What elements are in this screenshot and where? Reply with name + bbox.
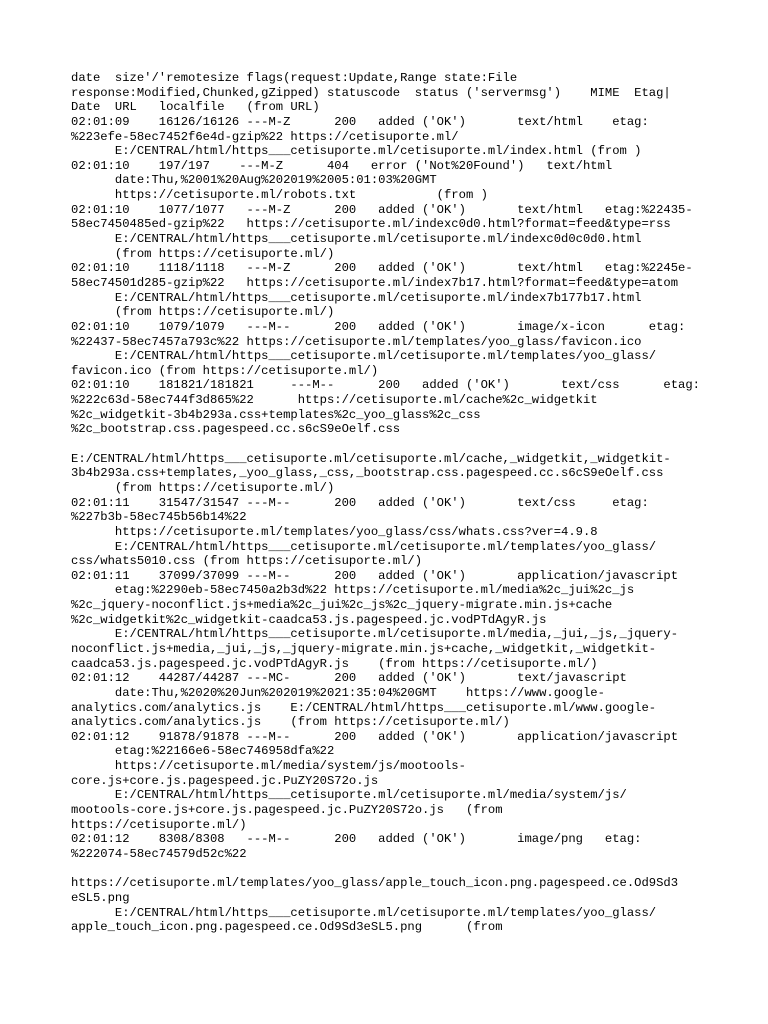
log-line: mootools-core.js+core.js.pagespeed.jc.PuZY20S72o.js (from xyxy=(71,803,503,818)
log-line: %2c_bootstrap.css.pagespeed.cc.s6cS9eOelf.css xyxy=(71,422,401,437)
log-line: analytics.com/analytics.js E:/CENTRAL/html/https___cetisuporte.ml/www.google- xyxy=(71,700,657,715)
log-line: 02:01:11 37099/37099 ---M-- 200 added ('OK') application/javascript xyxy=(71,568,679,583)
log-line: E:/CENTRAL/html/https___cetisuporte.ml/cetisuporte.ml/templates/yoo_glass/ xyxy=(71,539,657,554)
log-line: etag:%2290eb-58ec7450a2b3d%22 https://cetisuporte.ml/media%2c_jui%2c_js xyxy=(71,583,635,598)
log-line: favicon.ico (from https://cetisuporte.ml/) xyxy=(71,363,379,378)
log-line: https://cetisuporte.ml/robots.txt (from ) xyxy=(71,188,488,203)
log-line: https://cetisuporte.ml/templates/yoo_glass/css/whats.css?ver=4.9.8 xyxy=(71,524,598,539)
httrack-log-text xyxy=(71,71,721,935)
log-line: date:Thu,%2020%20Jun%202019%2021:35:04%20GMT https://www.google- xyxy=(71,685,605,700)
log-line: apple_touch_icon.png.pagespeed.ce.Od9Sd3eSL5.png (from xyxy=(71,920,503,935)
log-line: %2c_widgetkit%2c_widgetkit-caadca53.js.pagespeed.jc.vodPTdAgyR.js xyxy=(71,612,547,627)
log-line: Date URL localfile (from URL) xyxy=(71,100,320,115)
log-line: (from https://cetisuporte.ml/) xyxy=(71,305,335,320)
log-line: date size'/'remotesize flags(request:Update,Range state:File xyxy=(71,71,518,85)
log-line: %227b3b-58ec745b56b14%22 xyxy=(71,510,247,525)
log-line: 3b4b293a.css+templates,_yoo_glass,_css,_bootstrap.css.pagespeed.cc.s6cS9eOelf.css xyxy=(71,466,664,481)
log-line: https://cetisuporte.ml/) xyxy=(71,817,247,832)
log-line: %2c_jquery-noconflict.js+media%2c_jui%2c_js%2c_jquery-migrate.min.js+cache xyxy=(71,598,613,613)
log-line: %2c_widgetkit-3b4b293a.css+templates%2c_yoo_glass%2c_css xyxy=(71,407,481,422)
log-line: %223efe-58ec7452f6e4d-gzip%22 https://cetisuporte.ml/ xyxy=(71,129,459,144)
log-line: 58ec7450485ed-gzip%22 https://cetisuporte.ml/indexc0d0.html?format=feed&type=rss xyxy=(71,217,671,232)
log-line: caadca53.js.pagespeed.jc.vodPTdAgyR.js (from https://cetisuporte.ml/) xyxy=(71,656,598,671)
log-line: E:/CENTRAL/html/https___cetisuporte.ml/cetisuporte.ml/index.html (from ) xyxy=(71,144,642,159)
log-line: 02:01:10 181821/181821 ---M-- 200 added ('OK') text/css etag: xyxy=(71,378,700,393)
log-line: https://cetisuporte.ml/media/system/js/mootools- xyxy=(71,759,466,774)
log-line: analytics.com/analytics.js (from https://cetisuporte.ml/) xyxy=(71,715,510,730)
log-line: 02:01:10 1118/1118 ---M-Z 200 added ('OK') text/html etag:%2245e- xyxy=(71,261,693,276)
log-line xyxy=(71,437,721,452)
log-line: 02:01:12 8308/8308 ---M-- 200 added ('OK') image/png etag: xyxy=(71,832,642,847)
log-line: 02:01:11 31547/31547 ---M-- 200 added ('OK') text/css etag: xyxy=(71,495,649,510)
log-line: 58ec74501d285-gzip%22 https://cetisuporte.ml/index7b17.html?format=feed&type=atom xyxy=(71,275,679,290)
log-line: E:/CENTRAL/html/https___cetisuporte.ml/cetisuporte.ml/media,_jui,_js,_jquery- xyxy=(71,627,679,642)
log-line: 02:01:10 1077/1077 ---M-Z 200 added ('OK') text/html etag:%22435- xyxy=(71,202,693,217)
log-line: 02:01:12 44287/44287 ---MC- 200 added ('OK') text/javascript xyxy=(71,671,627,686)
log-line: E:/CENTRAL/html/https___cetisuporte.ml/cetisuporte.ml/indexc0d0c0d0.html xyxy=(71,232,642,247)
log-line xyxy=(71,862,721,877)
log-line: (from https://cetisuporte.ml/) xyxy=(71,480,335,495)
log-line: eSL5.png xyxy=(71,890,130,905)
log-line: E:/CENTRAL/html/https___cetisuporte.ml/cetisuporte.ml/templates/yoo_glass/ xyxy=(71,349,657,364)
log-line: 02:01:12 91878/91878 ---M-- 200 added ('OK') application/javascript xyxy=(71,729,679,744)
log-line: E:/CENTRAL/html/https___cetisuporte.ml/cetisuporte.ml/index7b177b17.html xyxy=(71,290,642,305)
log-line: noconflict.js+media,_jui,_js,_jquery-migrate.min.js+cache,_widgetkit,_widgetkit- xyxy=(71,641,657,656)
log-line: 02:01:09 16126/16126 ---M-Z 200 added ('OK') text/html etag: xyxy=(71,114,649,129)
log-line: %22437-58ec7457a793c%22 https://cetisuporte.ml/templates/yoo_glass/favicon.ico xyxy=(71,334,642,349)
log-line: (from https://cetisuporte.ml/) xyxy=(71,246,335,261)
log-line: response:Modified,Chunked,gZipped) statuscode status ('servermsg') MIME Etag| xyxy=(71,85,671,100)
log-line: css/whats5010.css (from https://cetisuporte.ml/) xyxy=(71,554,423,569)
log-line: 02:01:10 1079/1079 ---M-- 200 added ('OK') image/x-icon etag: xyxy=(71,319,686,334)
log-line: %222c63d-58ec744f3d865%22 https://cetisuporte.ml/cache%2c_widgetkit xyxy=(71,393,598,408)
log-line: E:/CENTRAL/html/https___cetisuporte.ml/cetisuporte.ml/cache,_widgetkit,_widgetkit- xyxy=(71,451,671,466)
log-line: etag:%22166e6-58ec746958dfa%22 xyxy=(71,744,335,759)
log-line: 02:01:10 197/197 ---M-Z 404 error ('Not%20Found') text/html xyxy=(71,158,613,173)
log-line: E:/CENTRAL/html/https___cetisuporte.ml/cetisuporte.ml/templates/yoo_glass/ xyxy=(71,905,657,920)
log-line: date:Thu,%2001%20Aug%202019%2005:01:03%20GMT xyxy=(71,173,437,188)
log-line: https://cetisuporte.ml/templates/yoo_glass/apple_touch_icon.png.pagespeed.ce.Od9Sd3 xyxy=(71,876,679,891)
log-line: E:/CENTRAL/html/https___cetisuporte.ml/cetisuporte.ml/media/system/js/ xyxy=(71,788,627,803)
log-line: core.js+core.js.pagespeed.jc.PuZY20S72o.js xyxy=(71,773,379,788)
log-line: %222074-58ec74579d52c%22 xyxy=(71,846,247,861)
